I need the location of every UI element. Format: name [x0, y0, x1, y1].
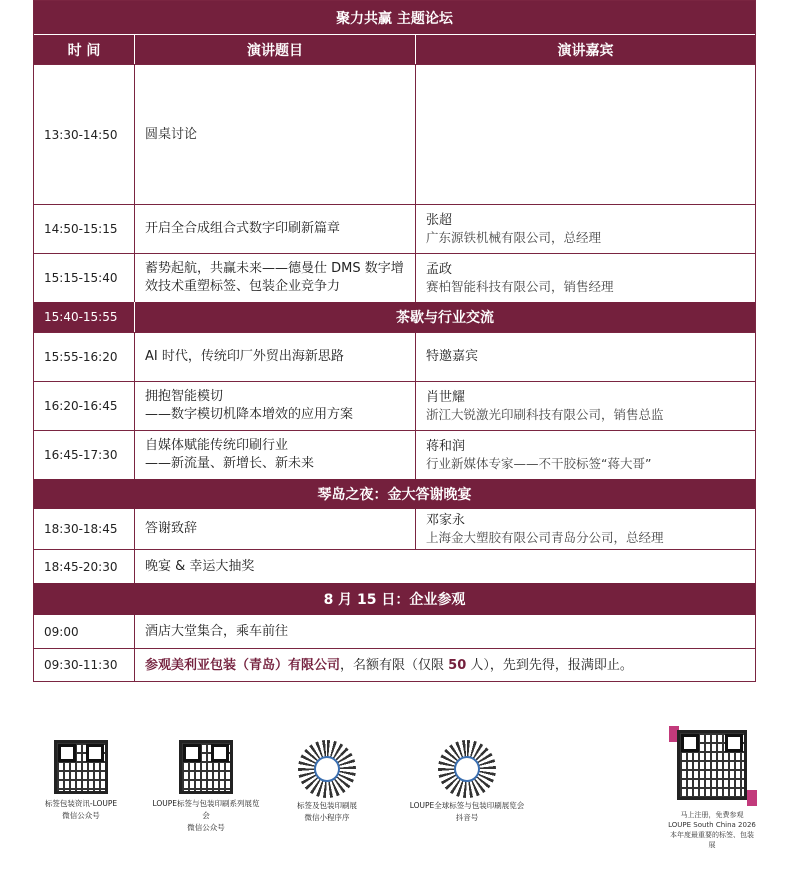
- evening-title-band: [34, 479, 755, 509]
- visit-text: [135, 649, 755, 681]
- speaker-name: 张超: [426, 212, 453, 228]
- topic-line: 答谢致辞: [145, 521, 198, 536]
- table-row: [34, 509, 755, 549]
- topic-line: 自媒体赋能传统印刷行业: [145, 438, 289, 453]
- visit-company: 参观美利亚包装（青岛）有限公司: [145, 658, 341, 673]
- qr-caption-line: 微信公众号: [187, 823, 225, 832]
- topic-line: ——新流量、新增长、新未来: [145, 456, 315, 471]
- table-row: [34, 381, 755, 430]
- qr-caption-line: 抖音号: [455, 813, 479, 822]
- speaker-org: 广东源铁机械有限公司，总经理: [426, 229, 602, 245]
- qr-caption-line: LOUPE全球标签与包装印刷展览会: [409, 801, 525, 810]
- break-time: 15:40-15:55: [34, 302, 135, 332]
- session-time: 16:45-17:30: [34, 431, 135, 479]
- speaker-org: 上海金大塑胶有限公司青岛分公司，总经理: [426, 529, 664, 545]
- table-row: [34, 253, 755, 302]
- table-header: [34, 34, 755, 64]
- header-time: 时 间: [34, 35, 135, 64]
- forum-title: 聚力共赢 主题论坛: [336, 10, 453, 27]
- qr-caption-line: 微信小程序序: [304, 813, 350, 822]
- qr-caption-line: 标签包装资讯-LOUPE: [44, 799, 118, 808]
- session-topic: [135, 205, 416, 253]
- qr-code-icon: [179, 740, 233, 794]
- table-row: [34, 648, 755, 681]
- session-time: 18:45-20:30: [34, 550, 135, 583]
- topic-line: 圆桌讨论: [145, 126, 198, 142]
- break-row: [34, 302, 755, 332]
- table-row: [34, 430, 755, 479]
- session-topic: [135, 254, 416, 302]
- register-caption: [667, 810, 757, 850]
- visit-rest: 人），先到先得，报满即止。: [466, 658, 633, 673]
- speaker-org: 浙江大锐激光印刷科技有限公司，销售总监: [426, 406, 664, 422]
- visit-time: 09:30-11:30: [34, 649, 135, 681]
- session-speaker: [416, 382, 755, 430]
- qr-code-icon: [54, 740, 108, 794]
- schedule-table: [33, 0, 756, 682]
- qr-caption-line: LOUPE标签与包装印刷系列展览会: [152, 799, 260, 820]
- qr-caption-line: 微信公众号: [62, 811, 100, 820]
- qr-caption-line: 标签及包装印刷展: [297, 801, 357, 810]
- topic-line: 开启全合成组合式数字印刷新篇章: [145, 221, 341, 236]
- session-time: 16:20-16:45: [34, 382, 135, 430]
- session-time: 14:50-15:15: [34, 205, 135, 253]
- break-label: 茶歇与行业交流: [396, 310, 494, 326]
- header-speaker: 演讲嘉宾: [557, 42, 614, 59]
- header-topic: 演讲题目: [135, 35, 416, 64]
- table-row: [34, 64, 755, 204]
- session-speaker: [416, 65, 755, 204]
- topic-line: 晚宴 & 幸运大抽奖: [145, 558, 255, 574]
- session-speaker: [416, 205, 755, 253]
- qr-block: [397, 740, 537, 824]
- topic-line: 效技术重塑标签、包装企业竞争力: [145, 279, 341, 294]
- session-topic: [135, 431, 416, 479]
- qr-caption: [272, 800, 382, 824]
- speaker-org: 行业新媒体专家——不干胶标签“蒋大哥”: [426, 455, 652, 471]
- topic-line: 蓄势起航，共赢未来——德曼仕 DMS 数字增: [145, 261, 404, 276]
- table-row: [34, 549, 755, 583]
- visit-line: 酒店大堂集合，乘车前往: [145, 623, 289, 639]
- topic-line: AI 时代，传统印厂外贸出海新思路: [145, 349, 344, 364]
- session-speaker: [416, 333, 755, 381]
- mini-program-code-icon: [298, 740, 356, 798]
- session-topic: [135, 509, 416, 549]
- corner-tag-icon: [747, 790, 757, 806]
- session-topic: [135, 333, 416, 381]
- register-line: LOUPE South China 2026: [668, 821, 756, 829]
- speaker-name: 蒋和润: [426, 438, 466, 454]
- table-row: [34, 204, 755, 253]
- speaker-name: 特邀嘉宾: [426, 349, 479, 364]
- register-block[interactable]: [667, 724, 757, 850]
- qr-block: [272, 740, 382, 824]
- day2-title-band: [34, 583, 755, 615]
- qr-caption: [26, 798, 136, 822]
- day2-title: 8 月 15 日：企业参观: [323, 592, 466, 608]
- qr-caption: [397, 800, 537, 824]
- session-speaker: [416, 509, 755, 549]
- qr-block: [26, 740, 136, 822]
- visit-time: 09:00: [34, 615, 135, 648]
- table-row: [34, 332, 755, 381]
- speaker-name: 邓家永: [426, 512, 466, 528]
- qr-caption: [151, 798, 261, 834]
- session-time: 15:15-15:40: [34, 254, 135, 302]
- register-line: 本年度最重要的标签、包装展: [670, 831, 754, 849]
- topic-line: ——数字模切机降本增效的应用方案: [145, 407, 354, 422]
- visit-text: [135, 615, 755, 648]
- forum-title-band: [34, 1, 755, 34]
- register-line: 马上注册，免费参观: [680, 811, 744, 819]
- douyin-code-icon: [438, 740, 496, 798]
- topic-line: 拥抱智能模切: [145, 389, 224, 404]
- session-topic: [135, 382, 416, 430]
- session-time: 15:55-16:20: [34, 333, 135, 381]
- speaker-org: 赛柏智能科技有限公司，销售经理: [426, 278, 614, 294]
- visit-limit: 50: [448, 658, 467, 673]
- session-topic: [135, 65, 416, 204]
- qr-block: [151, 740, 261, 834]
- session-speaker: [416, 431, 755, 479]
- speaker-name: 肖世耀: [426, 389, 466, 405]
- visit-mid: ，名额有限（仅限: [340, 658, 449, 673]
- session-topic: [135, 550, 755, 583]
- speaker-name: 孟政: [426, 261, 453, 277]
- session-speaker: [416, 254, 755, 302]
- register-qr-code-icon[interactable]: [677, 730, 747, 800]
- table-row: [34, 615, 755, 648]
- session-time: 18:30-18:45: [34, 509, 135, 549]
- evening-title: 琴岛之夜：金大答谢晚宴: [317, 487, 472, 503]
- session-time: 13:30-14:50: [34, 65, 135, 204]
